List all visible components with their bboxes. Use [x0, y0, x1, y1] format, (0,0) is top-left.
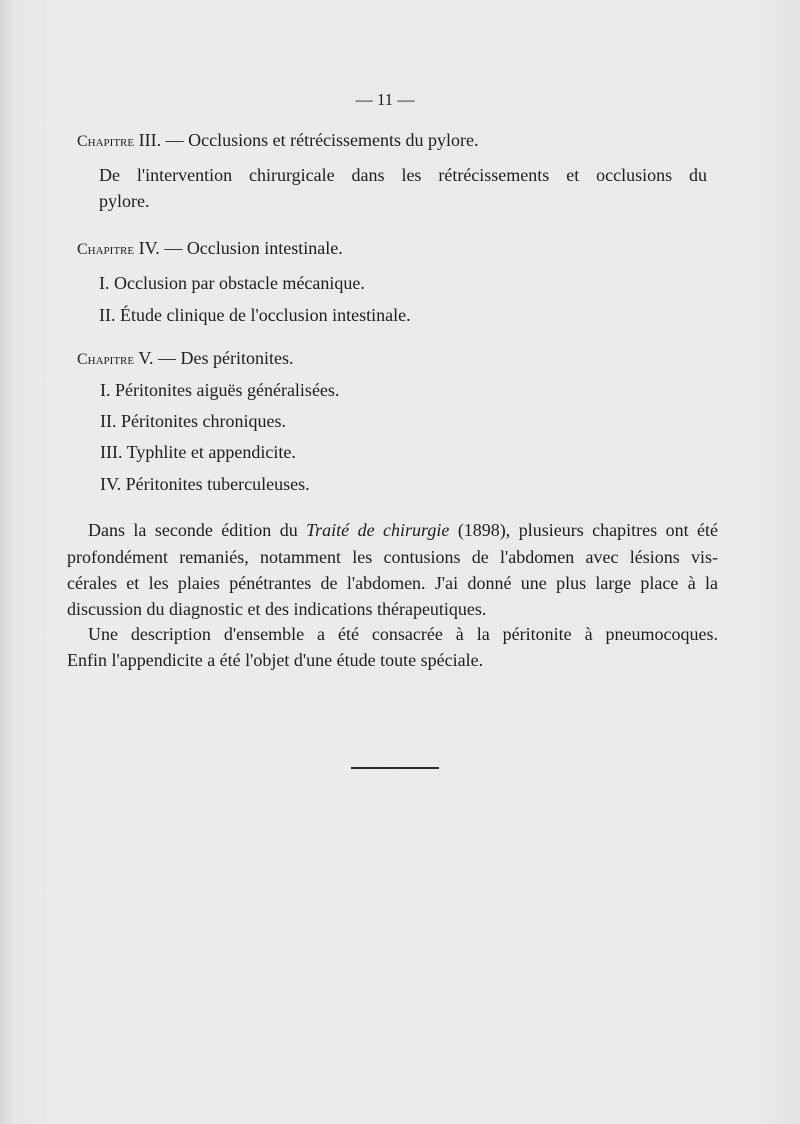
chapter-title: — Des péritonites.	[158, 348, 294, 368]
paragraph-line: profondément remaniés, notamment les contusions de l'abdomen avec lésions vis-	[67, 547, 718, 567]
chapter-number: III.	[138, 130, 162, 150]
chapter-item: III. Typhlite et appendicite.	[100, 442, 296, 462]
book-title: Traité de chirurgie	[306, 520, 450, 540]
chapter-number: IV.	[138, 238, 160, 258]
chapter-title: — Occlusions et rétrécissements du pylore.	[165, 130, 479, 150]
paragraph-line: Enfin l'appendicite a été l'objet d'une étude toute spéciale.	[67, 650, 484, 670]
chapter-item: II. Péritonites chroniques.	[100, 411, 286, 431]
chapter-heading	[77, 128, 479, 154]
chapter-word: Chapitre	[77, 133, 135, 150]
paragraph-line: discussion du diagnostic et des indications thérapeutiques.	[67, 599, 487, 619]
text-span: (1898), plusieurs chapitres ont été	[449, 520, 719, 540]
chapter-item: I. Péritonites aiguës généralisées.	[100, 380, 340, 400]
chapter-item: De l'intervention chirurgicale dans les rétrécissements et occlusions du	[99, 165, 707, 185]
chapter-item: II. Étude clinique de l'occlusion intestinale.	[99, 305, 411, 325]
chapter-number: V.	[138, 348, 154, 368]
chapter-heading	[77, 236, 343, 262]
text-span: Dans la seconde édition du	[88, 520, 307, 540]
chapter-title: — Occlusion intestinale.	[164, 238, 343, 258]
chapter-word: Chapitre	[77, 241, 135, 258]
paragraph-line: cérales et les plaies pénétrantes de l'abdomen. J'ai donné une plus large place à la	[67, 573, 718, 593]
chapter-item: IV. Péritonites tuberculeuses.	[100, 474, 310, 494]
chapter-item: I. Occlusion par obstacle mécanique.	[99, 273, 365, 293]
chapter-item: pylore.	[99, 191, 150, 211]
chapter-heading	[77, 346, 293, 372]
end-rule	[351, 767, 439, 769]
page-number: — 11 —	[355, 90, 415, 109]
paragraph-line: Une description d'ensemble a été consacrée à la péritonite à pneumocoques.	[88, 624, 718, 644]
paragraph-line	[88, 518, 718, 542]
chapter-word: Chapitre	[77, 351, 135, 368]
